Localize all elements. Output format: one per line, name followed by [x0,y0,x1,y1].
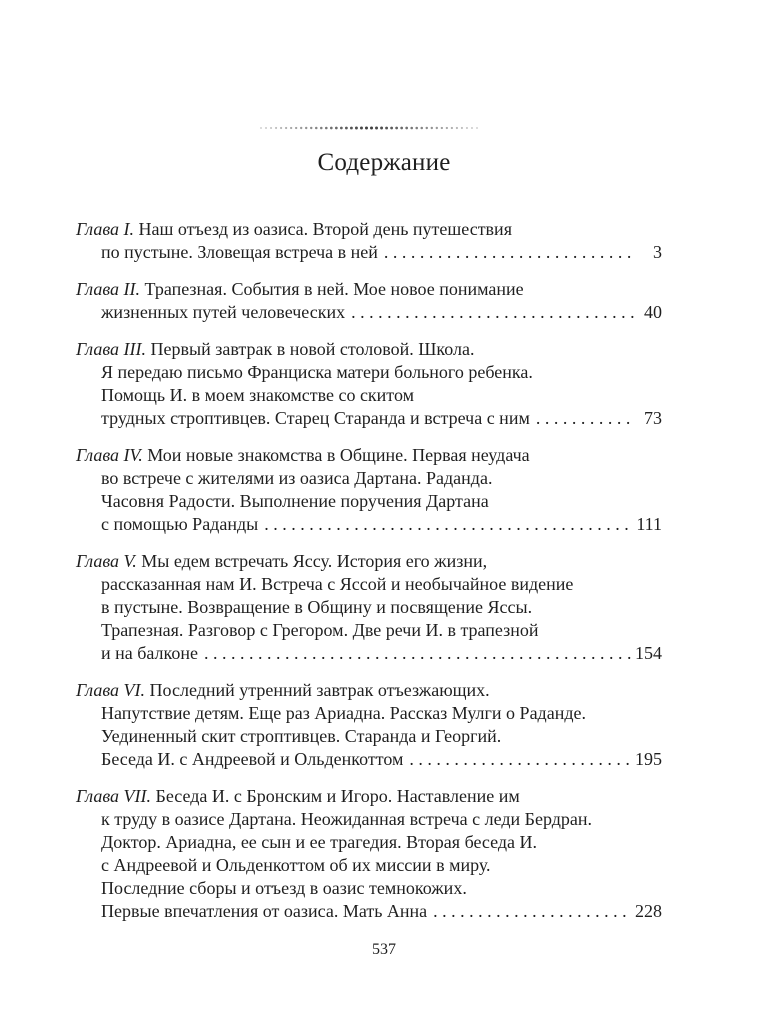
ornament-dot [471,127,473,129]
ornament-dot [305,127,307,129]
chapter-label: Глава I. [76,219,135,239]
ornament-dot [456,127,458,129]
ornament-dot [390,127,393,130]
ornament-dot [270,127,272,129]
toc-entry-text: Мои новые знакомства в Общине. Первая неудача [147,445,530,465]
toc-entry-text: Трапезная. События в ней. Мое новое понимание [144,279,524,299]
ornament-dot [310,127,312,129]
toc-entry [76,338,662,430]
toc-entry-line: к труду в оазисе Дартана. Неожиданная встреча с леди Бердран. [101,809,593,829]
ornament-dot [340,127,343,130]
toc-entry-first-line [76,278,662,301]
dot-leader [384,241,634,264]
chapter-label: Глава V. [76,551,137,571]
dot-leader [264,513,632,536]
chapter-label: Глава II. [76,279,141,299]
toc-entry-line: Доктор. Ариадна, ее сын и ее трагедия. Вторая беседа И. [101,832,538,852]
toc-entry-line: Последние сборы и отъезд в оазис темнокожих. [101,878,467,898]
toc-entry-text: с помощью Раданды [101,514,259,534]
ornament-dot [320,127,323,130]
toc-entry-text: Последний утренний завтрак отъезжающих. [149,680,490,700]
toc-entry-text: и на балконе [101,643,198,663]
ornament-dot [295,127,297,129]
toc-entry-last-line [76,301,662,324]
ornament-dot [380,127,383,130]
toc-entry [76,785,662,923]
toc-entry-text: жизненных путей человеческих [101,302,346,322]
toc-page-number: 111 [636,514,662,534]
toc-page-number: 154 [635,643,662,663]
ornament-dot [365,127,368,130]
dotted-ornament [258,124,480,132]
ornament-dot [431,127,433,129]
table-of-contents [76,218,662,937]
ornament-dot [385,127,388,130]
toc-entry [76,679,662,771]
toc-entry-last-line [76,241,662,264]
toc-entry-last-line [76,642,662,665]
ornament-dot [315,127,318,130]
dot-leader [433,900,631,923]
page-title: Содержание [317,149,451,176]
toc-entry-first-line [76,444,662,467]
toc-entry-text: Мы едем встречать Яссу. История его жизни, [141,551,488,571]
ornament-dot [275,127,277,129]
ornament-dot [436,127,438,129]
ornament-dot [360,127,363,130]
ornament-dot [260,127,262,129]
toc-entry [76,218,662,264]
toc-entry-last-line [76,900,662,923]
ornament-dot [355,127,358,130]
dot-leader [204,642,631,665]
dot-leader [351,301,634,324]
toc-entry-line: рассказанная нам И. Встреча с Яссой и необычайное видение [101,574,574,594]
toc-entry-text: Первый завтрак в новой столовой. Школа. [150,339,475,359]
toc-page-number: 228 [635,901,662,921]
page-number: 537 [372,941,396,958]
toc-entry-text: трудных строптивцев. Старец Старанда и встреча с ним [101,408,530,428]
chapter-label: Глава VII. [76,786,152,806]
ornament-dot [451,127,453,129]
toc-entry-last-line [76,513,662,536]
toc-entry [76,550,662,665]
ornament-dot [420,127,423,130]
ornament-dot [265,127,267,129]
toc-page-number: 3 [653,242,662,262]
ornament-dot [370,127,373,130]
ornament-dot [375,127,378,130]
ornament-dot [410,127,413,130]
dot-leader [536,407,634,430]
toc-entry [76,278,662,324]
toc-entry-first-line [76,679,662,702]
ornament-dot [300,127,302,129]
ornament-dot [290,127,292,129]
toc-entry-text: Наш отъезд из оазиса. Второй день путешествия [138,219,512,239]
ornament-dot [285,127,287,129]
toc-page-number: 40 [644,302,662,322]
ornament-dot [446,127,448,129]
ornament-dot [415,127,418,130]
toc-entry-line: с Андреевой и Ольденкоттом об их миссии в миру. [101,855,491,875]
ornament-dot [350,127,353,130]
toc-page-number: 195 [635,749,662,769]
toc-entry-line: Помощь И. в моем знакомстве со скитом [101,385,414,405]
toc-entry-last-line [76,748,662,771]
toc-entry-line: во встрече с жителями из оазиса Дартана. Раданда. [101,468,493,488]
toc-entry-line: Напутствие детям. Еще раз Ариадна. Рассказ Мулги о Раданде. [101,703,586,723]
chapter-label: Глава VI. [76,680,146,700]
toc-entry-text: Беседа И. с Бронским и Игоро. Наставление им [155,786,520,806]
toc-entry-text: Первые впечатления от оазиса. Мать Анна [101,901,428,921]
toc-entry-line: Уединенный скит строптивцев. Старанда и Георгий. [101,726,502,746]
ornament-dot [426,127,428,129]
ornament-dot [345,127,348,130]
toc-entry-line: в пустыне. Возвращение в Общину и посвящение Яссы. [101,597,533,617]
chapter-label: Глава III. [76,339,147,359]
toc-entry-line: Трапезная. Разговор с Грегором. Две речи И. в трапезной [101,620,539,640]
toc-entry-text: Беседа И. с Андреевой и Ольденкоттом [101,749,404,769]
ornament-dot [441,127,443,129]
toc-entry-first-line [76,218,662,241]
ornament-dot [395,127,398,130]
toc-entry-last-line [76,407,662,430]
dot-leader [409,748,631,771]
ornament-dot [466,127,468,129]
ornament-dot [405,127,408,130]
ornament-dot [325,127,328,130]
toc-entry-line: Часовня Радости. Выполнение поручения Дартана [101,491,489,511]
toc-entry-first-line [76,338,662,361]
toc-page-number: 73 [644,408,662,428]
ornament-dot [461,127,463,129]
toc-entry-text: по пустыне. Зловещая встреча в ней [101,242,378,262]
toc-entry-first-line [76,785,662,808]
ornament-dot [400,127,403,130]
chapter-label: Глава IV. [76,445,143,465]
toc-entry-line: Я передаю письмо Франциска матери больного ребенка. [101,362,533,382]
toc-entry-first-line [76,550,662,573]
toc-entry [76,444,662,536]
ornament-dot [330,127,333,130]
ornament-dot [280,127,282,129]
ornament-dot [335,127,338,130]
ornament-dot [476,127,478,129]
